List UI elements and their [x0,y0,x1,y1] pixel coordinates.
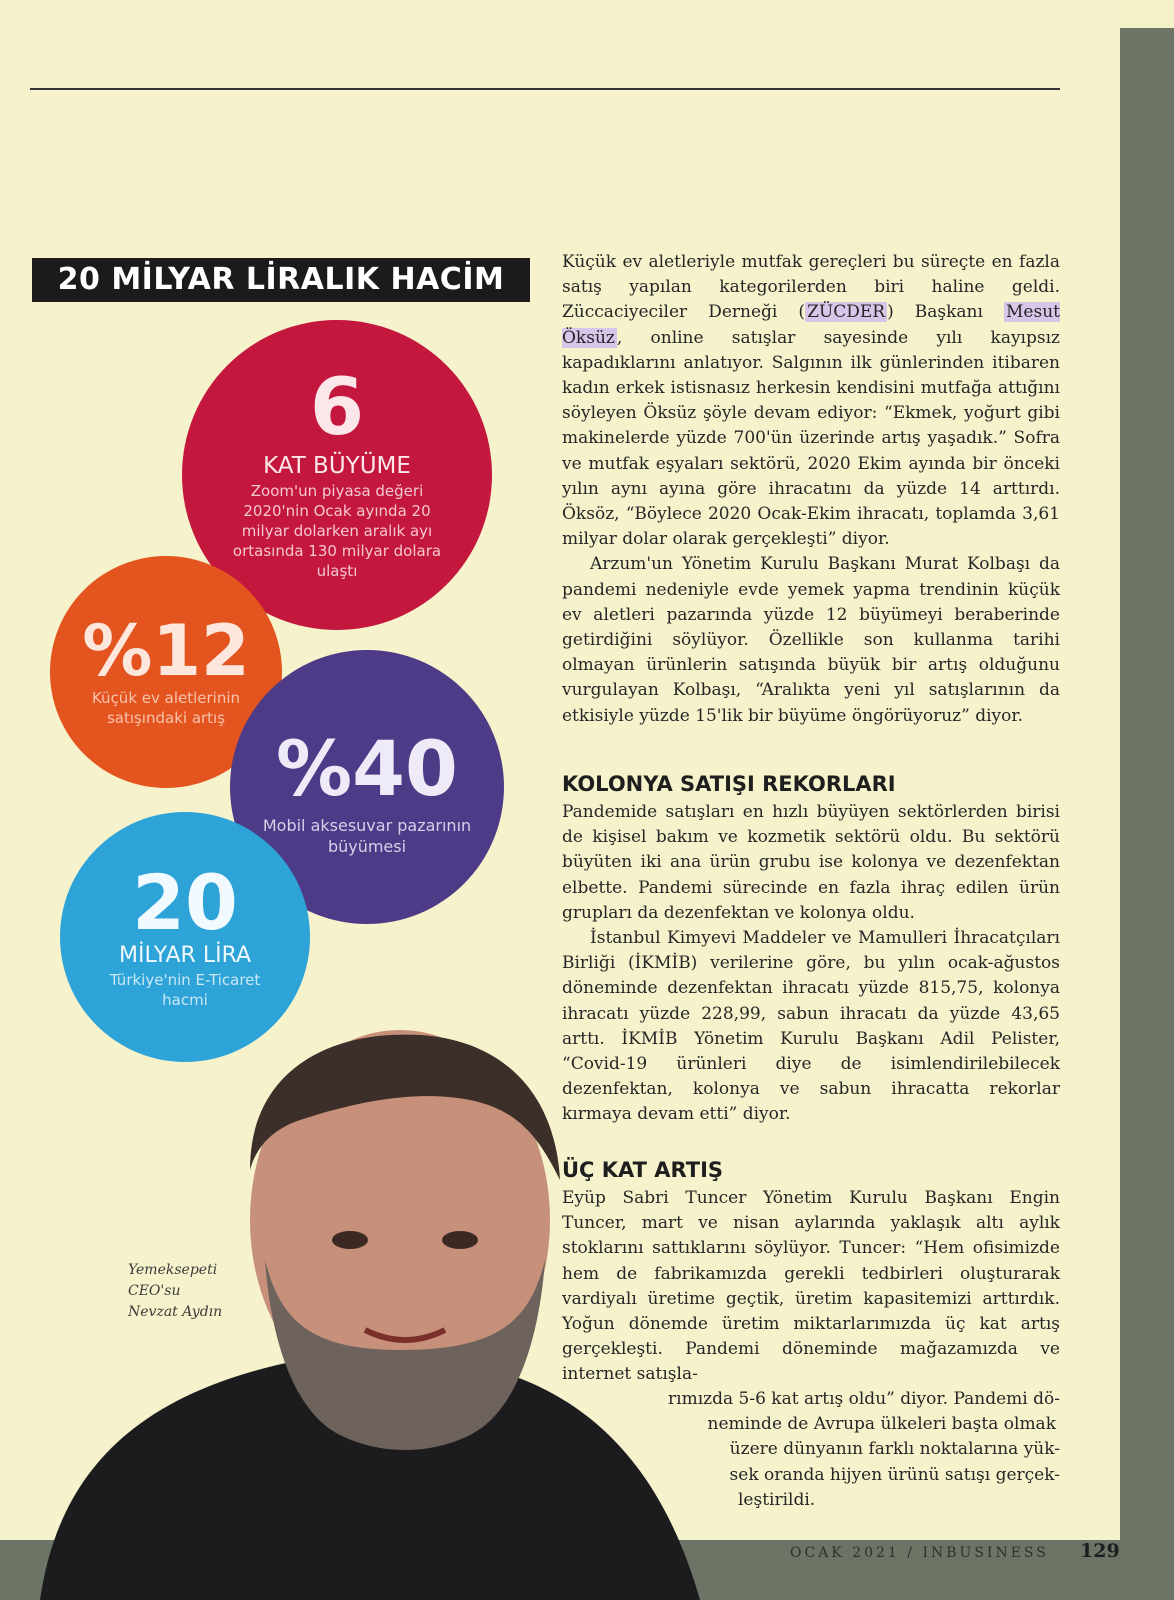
page-number: 129 [1080,1540,1120,1562]
top-rule [30,88,1060,90]
stat-description: Zoom'un piyasa değeri 2020'nin Ocak ayında 20 milyar dolarken aralık ayı ortasında 130 milyar dolara ulaştı [232,482,442,580]
caption-line: Nevzat Aydın [128,1304,223,1320]
stat-description: Küçük ev aletlerinin satışındaki artış [91,689,241,727]
tail-line: leştirildi. [738,1489,816,1510]
side-strip [1120,28,1174,1600]
article-block-2 [562,800,1060,1128]
photo-caption [128,1260,288,1323]
tail-line: rımızda 5-6 kat artış oldu” diyor. Pandemi dö- [668,1389,1060,1409]
article-block-3 [562,1186,1060,1388]
stat-circle-blue [60,812,310,1062]
text-run: Küçük ev aletleriyle mutfak gereçleri bu süreçte en fazla satış yapılan kategorilerden biri haline geldi. Züccaciyeciler Derneği ( [562,252,1060,323]
stat-description: Türkiye'nin E-Ticaret hacmi [109,970,261,1009]
paragraph-2: Arzum'un Yönetim Kurulu Başkanı Murat Kolbaşı da pandemi nedeniyle evde yemek yapma trendinin küçük ev aletleri pazarında yüzde 12 büyümeyi beraberinde getirdiğini söylüyor. Özellikle son kullanma tarihi olmayan ürünlerin satışında büyük bir artış olduğunu vurgulayan Kolbaşı, “Aralıkta yeni yıl satışlarının da etkisiyle yüzde 15'lik bir büyüme öngörüyoruz” diyor. [562,554,1060,726]
stat-number: 6 [309,363,365,453]
stat-title: KAT BÜYÜME [263,453,411,479]
stat-number: 20 [132,857,238,947]
stat-description: Mobil aksesuvar pazarının büyümesi [262,816,472,856]
footer-issue: OCAK 2021 / INBUSINESS [790,1545,1049,1561]
stat-number: %40 [276,724,458,813]
tail-line: üzere dünyanın farklı noktalarına yük- [729,1439,1060,1460]
tail-line: neminde de Avrupa ülkeleri başta olmak [707,1414,1056,1435]
section-heading-uc-kat: ÜÇ KAT ARTIŞ [562,1158,724,1182]
paragraph-3: Pandemide satışları en hızlı büyüyen sektörlerden birisi de kişisel bakım ve kozmetik sektörü oldu. Bu sektörü büyüten iki ana ürün grubu ise kolonya ve dezenfektan elbette. Pandemi sürecinde en fazla ihraç edilen ürün grupları da dezenfektan ve kolonya oldu. [562,802,1060,923]
highlight-org: ZÜCDER [807,302,886,323]
text-run: , online satışlar sayesinde yılı kayıpsız kapadıklarını anlatıyor. Salgının ilk günlerinden itibaren kadın erkek istisnasız herkesin kendisini mutfağa attığını söyleyen Öksüz şöyle devam ediyor: “Ekmek, yoğurt gibi makinelerde yüzde 700'ün üzerinde artış yaşadık.” Sofra ve mutfak eşyaları sektörü, 2020 Ekim ayında bir önceki yılın aynı ayına göre ihracatını da yüzde 14 arttırdı. Öksöz, “Böylece 2020 Ocak-Ekim ihracatı, toplamda 3,61 milyar dolar olarak gerçekleşti” diyor. [562,327,1060,550]
stat-title: MİLYAR LİRA [118,942,252,968]
paragraph-4: İstanbul Kimyevi Maddeler ve Mamulleri İhracatçıları Birliği (İKMİB) verilerine göre, bu yılın ocak-ağustos döneminde dezenfektan ihracatı yüzde 815,75, kolonya ihracatı yüzde 228,99, sabun ihracatı da yüzde 43,65 arttı. İKMİB Yönetim Kurulu Başkanı Adil Pelister, “Covid-19 ürünleri diye de isimlendirilebilecek dezenfektan, kolonya ve sabun ihracatta rekorlar kırmaya devam etti” diyor. [562,928,1060,1125]
stat-number: %12 [82,610,250,692]
highlight-person: Mesut Öksüz [562,302,1060,348]
infographic-headline: 20 MİLYAR LİRALIK HACİM [32,258,530,302]
text-run: ) Başkanı [887,302,1005,323]
article-block-1 [562,250,1060,729]
paragraph-1 [562,250,1060,552]
paragraph-5: Eyüp Sabri Tuncer Yönetim Kurulu Başkanı Engin Tuncer, mart ve nisan aylarında yaklaşık altı aylık stoklarını sattıklarını söylüyor. Tuncer: “Hem ofisimizde hem de fabrikamızda gerekli tedbirleri oluşturarak vardiyalı üretime geçtik, üretim kapasitemizi arttırdık. Yoğun dönemde üretim miktarlarımızda üç kat artış gerçekleşti. Pandemi döneminde mağazamızda ve internet satışla- [562,1188,1060,1385]
section-heading-kolonya: KOLONYA SATIŞI REKORLARI [562,772,896,796]
caption-line: Yemeksepeti [128,1262,218,1278]
caption-line: CEO'su [128,1283,181,1299]
article-tail [630,1387,1060,1513]
tail-line: sek oranda hijyen ürünü satışı gerçek- [729,1464,1060,1485]
